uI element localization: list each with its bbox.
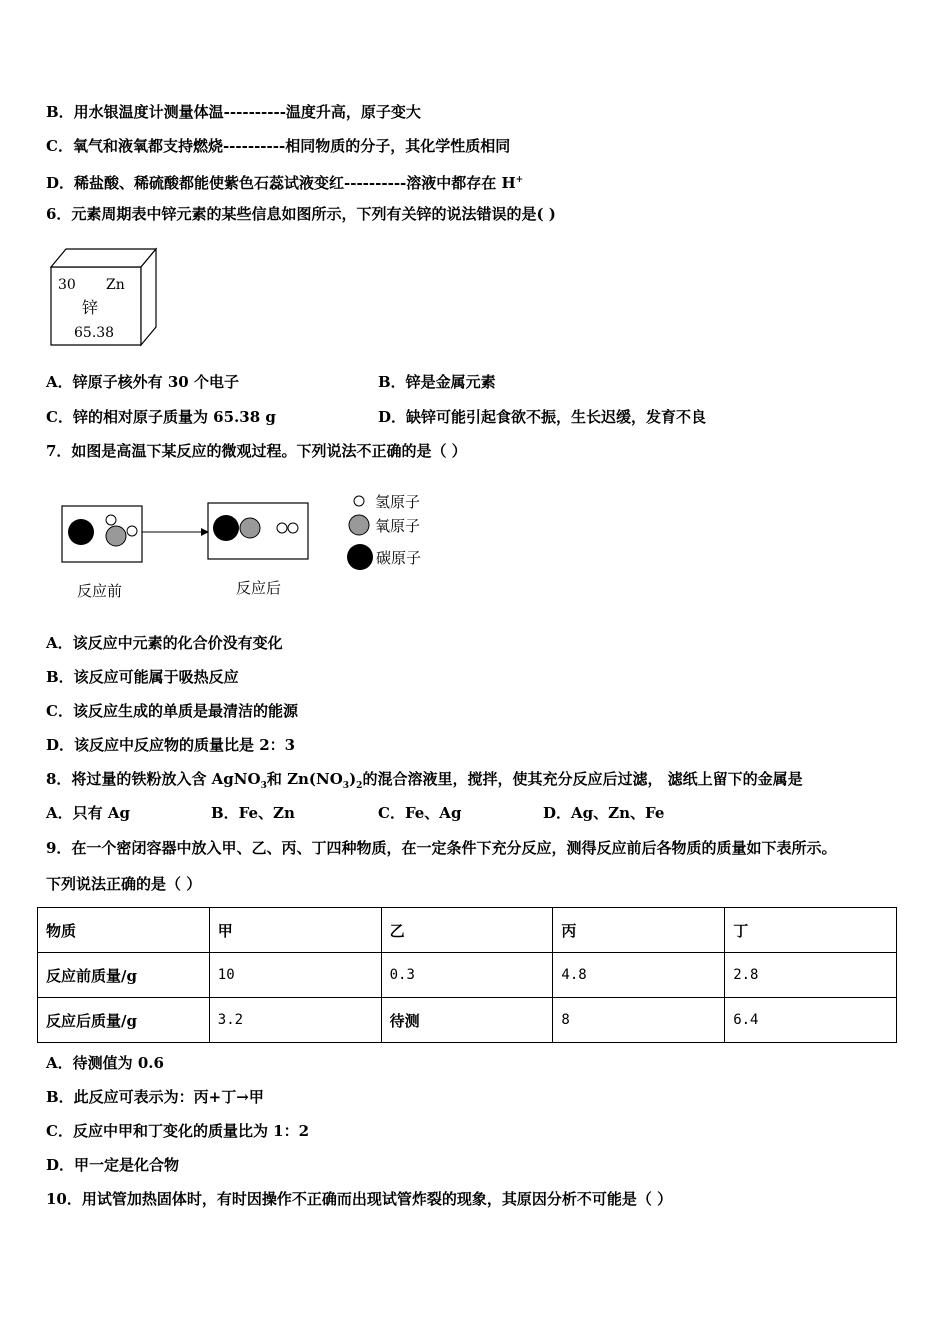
q9-stem-line-2: 下列说法正确的是（ ） <box>46 875 202 893</box>
q6-option-c: C．锌的相对原子质量为 65.38 g <box>46 408 276 426</box>
table-cell: 物质 <box>38 908 210 953</box>
table-cell: 3.2 <box>209 998 381 1043</box>
table-cell: 乙 <box>381 908 553 953</box>
table-cell: 2.8 <box>725 953 897 998</box>
zinc-mass: 65.38 <box>74 325 115 341</box>
q8-sub-1: 3 <box>260 781 267 791</box>
table-cell: 甲 <box>209 908 381 953</box>
q5-option-b: B．用水银温度计测量体温----------温度升高，原子变大 <box>46 103 421 121</box>
q8-sub-2: 3 <box>342 781 350 791</box>
q8-stem-part-4: 的混合溶液里，搅拌，使其充分反应后过滤， 滤纸上留下的金属是 <box>362 770 803 788</box>
q8-stem <box>46 769 803 796</box>
q8-option-d: D．Ag、Zn、Fe <box>543 804 665 822</box>
q9-option-c: C．反应中甲和丁变化的质量比为 1：2 <box>46 1122 310 1140</box>
label-before: 反应前 <box>77 582 123 600</box>
q7-option-b: B．该反应可能属于吸热反应 <box>46 668 239 686</box>
table-cell: 8 <box>553 998 725 1043</box>
legend-hydrogen-label: 氢原子 <box>375 493 421 511</box>
q8-option-b: B．Fe、Zn <box>211 804 295 822</box>
table-cell: 10 <box>209 953 381 998</box>
q6-stem: 6．元素周期表中锌元素的某些信息如图所示，下列有关锌的说法错误的是( ) <box>46 205 556 223</box>
label-after: 反应后 <box>236 579 282 597</box>
q10-stem: 10．用试管加热固体时，有时因操作不正确而出现试管炸裂的现象，其原因分析不可能是（ ） <box>46 1190 673 1208</box>
q6-option-d: D．缺锌可能引起食欲不振，生长迟缓，发育不良 <box>378 408 707 426</box>
after-carbon-atom <box>213 515 239 541</box>
zinc-element-tile <box>46 245 161 351</box>
after-hydrogen-atom-2 <box>288 523 298 533</box>
q6-option-a: A．锌原子核外有 30 个电子 <box>46 373 239 391</box>
mass-table <box>37 907 897 1043</box>
before-oxygen-atom <box>106 526 126 546</box>
q8-stem-part-3: ) <box>349 770 357 788</box>
before-hydrogen-atom-1 <box>106 515 116 525</box>
q9-option-b: B．此反应可表示为：丙+丁→甲 <box>46 1088 264 1106</box>
before-carbon-atom <box>68 519 94 545</box>
table-cell: 反应后质量/g <box>38 998 210 1043</box>
q7-stem: 7．如图是高温下某反应的微观过程。下列说法不正确的是（ ） <box>46 442 467 460</box>
q8-stem-part-1: 8．将过量的铁粉放入含 AgNO <box>46 770 261 788</box>
q5-option-d-sup: + <box>515 175 524 185</box>
q9-stem-line-1: 9．在一个密闭容器中放入甲、乙、丙、丁四种物质，在一定条件下充分反应，测得反应前后各物质的质量如下表所示。 <box>46 839 837 857</box>
q5-option-c: C．氧气和液氧都支持燃烧----------相同物质的分子，其化学性质相同 <box>46 137 511 155</box>
table-cell: 0.3 <box>381 953 553 998</box>
q9-option-d: D．甲一定是化合物 <box>46 1156 180 1174</box>
zinc-symbol: Zn <box>106 277 125 293</box>
table-cell: 丁 <box>725 908 897 953</box>
after-oxygen-atom <box>240 518 260 538</box>
zinc-name: 锌 <box>82 298 99 317</box>
legend-carbon-label: 碳原子 <box>376 549 422 567</box>
q6-option-b: B．锌是金属元素 <box>378 373 496 391</box>
legend-hydrogen-icon <box>354 496 364 506</box>
q5-option-d <box>46 170 523 193</box>
q7-option-a: A．该反应中元素的化合价没有变化 <box>46 634 283 652</box>
table-cell: 6.4 <box>725 998 897 1043</box>
q8-stem-part-2: 和 Zn(NO <box>266 770 343 788</box>
q8-option-a: A．只有 Ag <box>46 804 130 822</box>
table-cell: 4.8 <box>553 953 725 998</box>
table-cell: 丙 <box>553 908 725 953</box>
table-cell: 待测 <box>381 998 553 1043</box>
table-cell: 反应前质量/g <box>38 953 210 998</box>
before-hydrogen-atom-2 <box>127 526 137 536</box>
table-row <box>38 953 897 998</box>
q8-sub-3: 2 <box>356 781 363 791</box>
legend-carbon-icon <box>347 544 373 570</box>
table-row <box>38 998 897 1043</box>
reaction-diagram <box>55 486 455 606</box>
q5-option-d-text: D．稀盐酸、稀硫酸都能使紫色石蕊试液变红----------溶液中都存在 H <box>46 174 516 192</box>
after-hydrogen-atom-1 <box>277 523 287 533</box>
table-row <box>38 908 897 953</box>
q7-option-d: D．该反应中反应物的质量比是 2：3 <box>46 736 296 754</box>
q8-option-c: C．Fe、Ag <box>378 804 462 822</box>
legend-oxygen-label: 氧原子 <box>375 517 421 535</box>
legend-oxygen-icon <box>349 515 369 535</box>
q9-option-a: A．待测值为 0.6 <box>46 1054 164 1072</box>
zinc-atomic-number: 30 <box>58 277 76 293</box>
q7-option-c: C．该反应生成的单质是最清洁的能源 <box>46 702 298 720</box>
